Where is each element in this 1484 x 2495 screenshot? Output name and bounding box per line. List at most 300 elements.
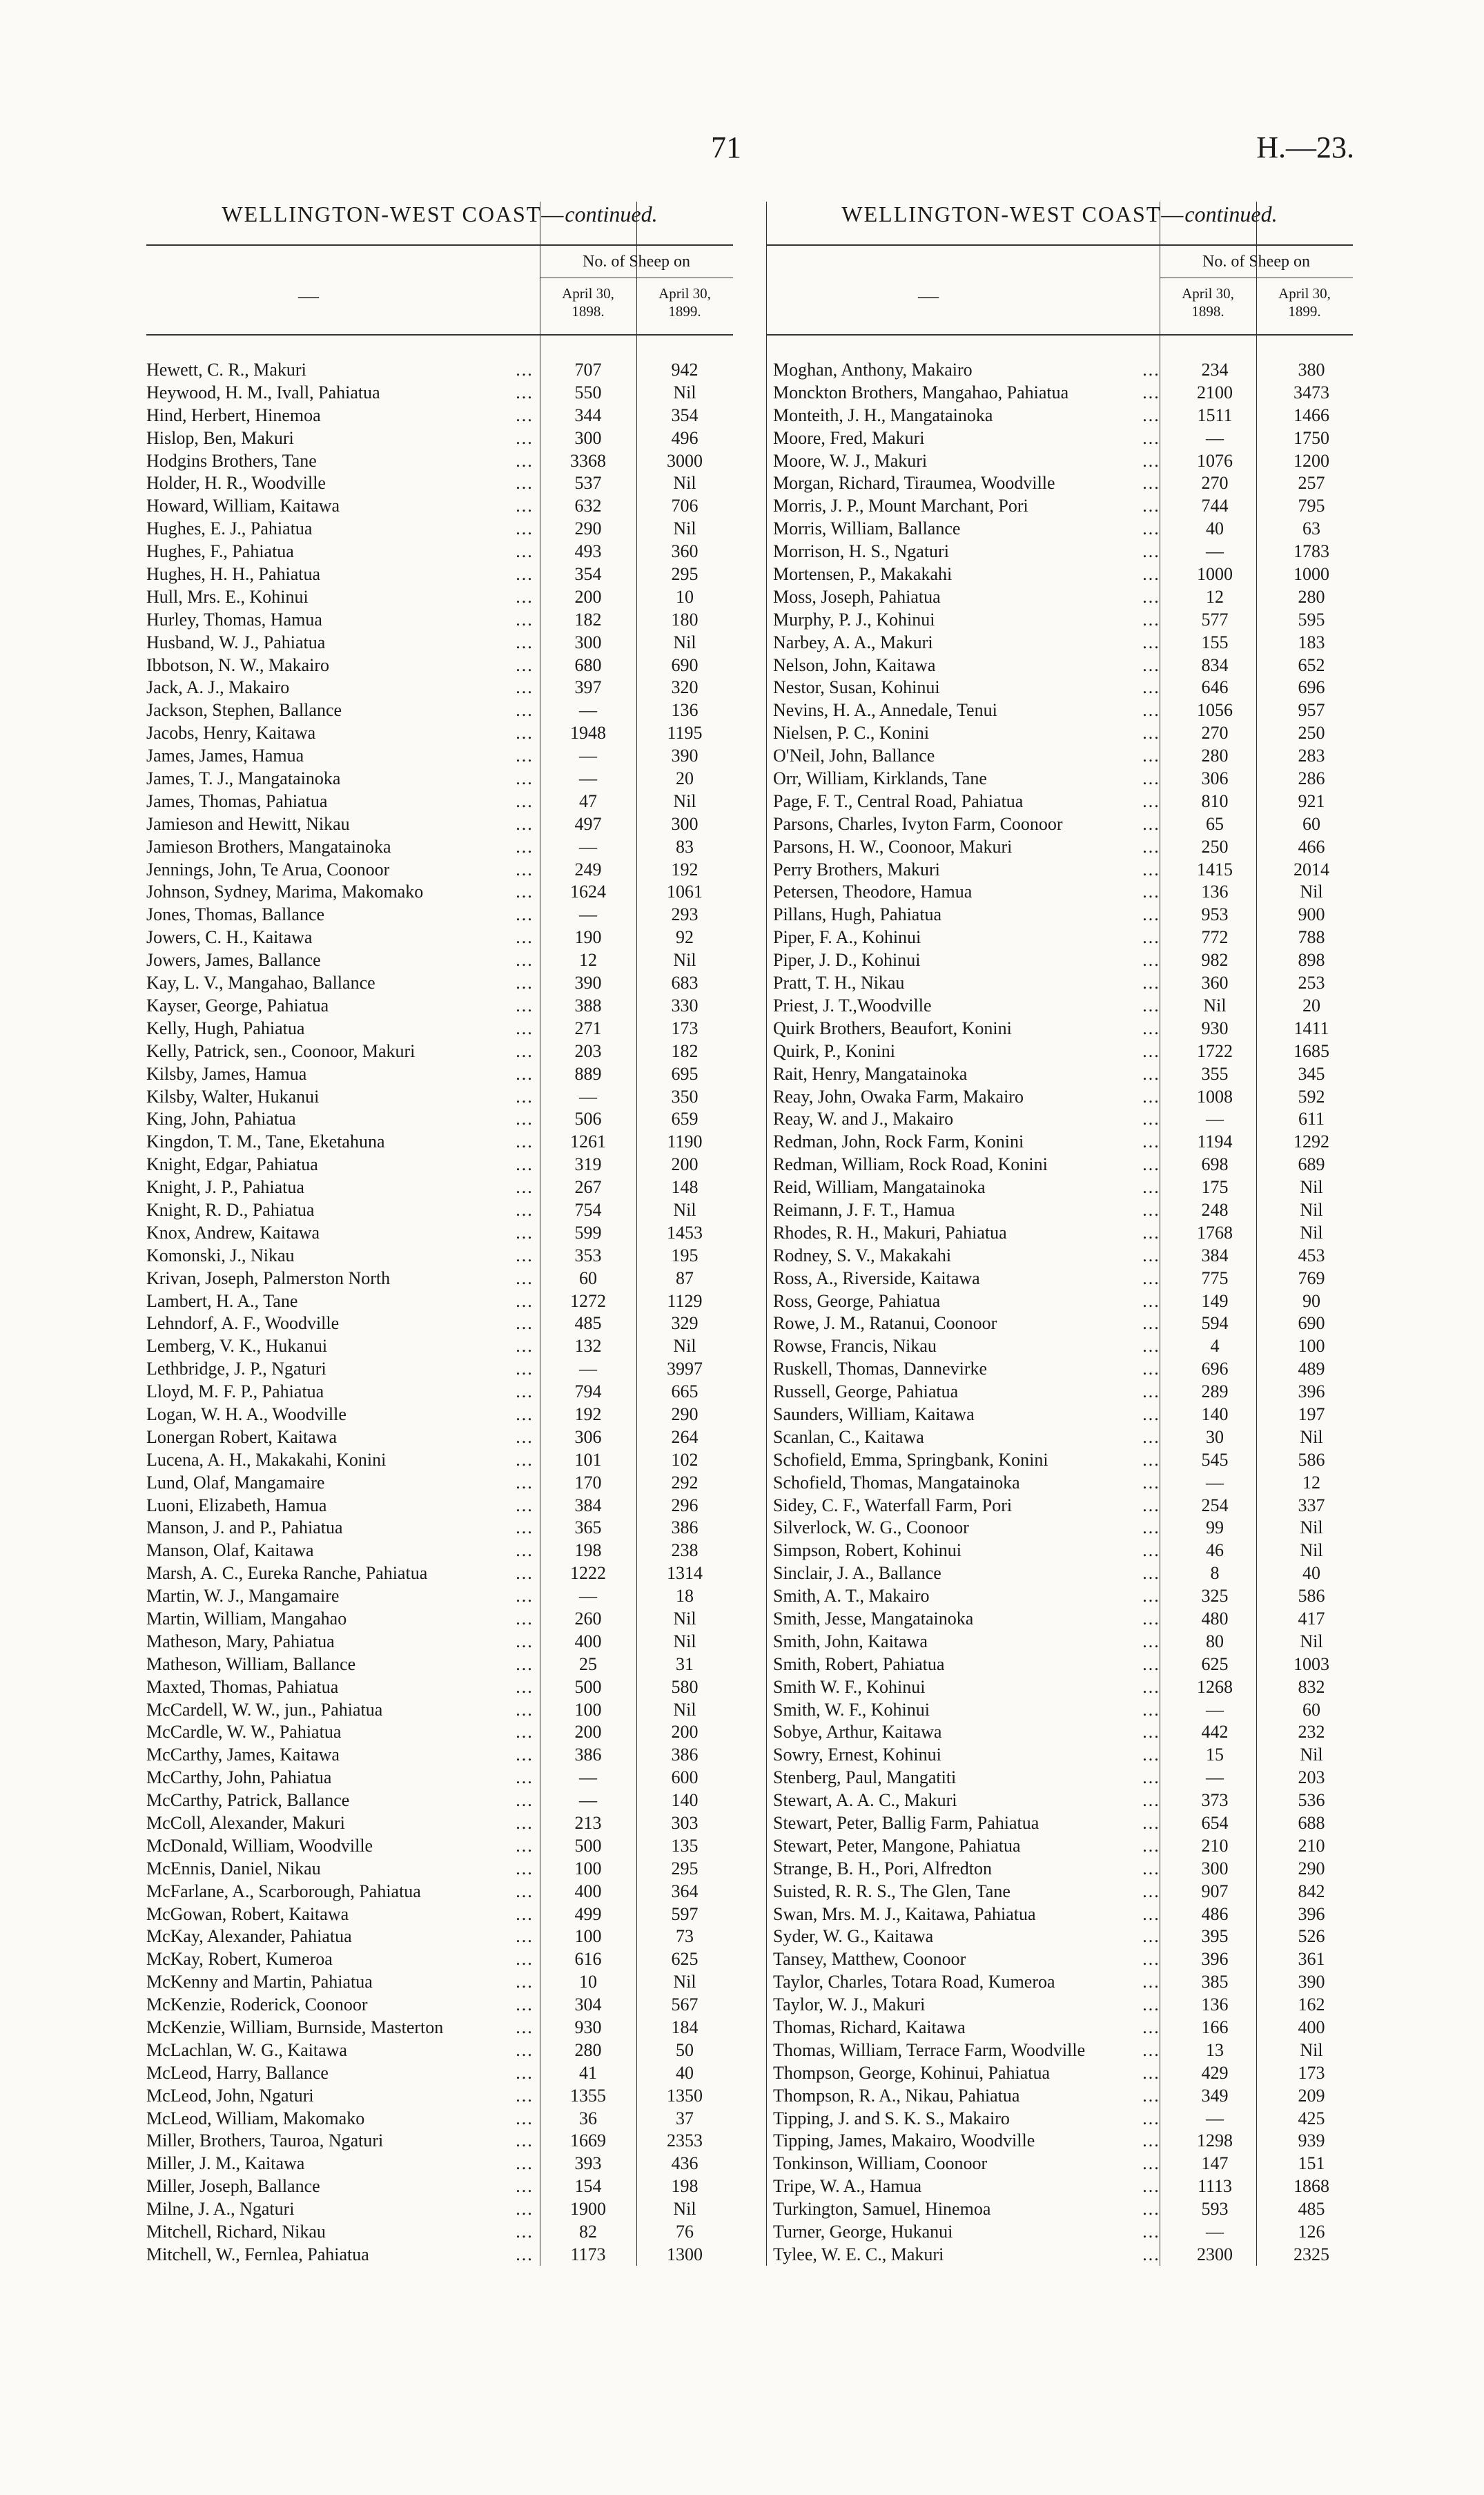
sheep-1898: 190 (574, 927, 602, 948)
owner-name: McEnnis, Daniel, Nikau (146, 1858, 321, 1878)
table-row: McCarthy, John, Pahiatua ... — 600 (146, 1767, 733, 1789)
sheep-1898: 1113 (1197, 2176, 1233, 2197)
sheep-1898: 101 (574, 1449, 602, 1470)
sheep-1898: 325 (1201, 1586, 1229, 1606)
table-row: Luoni, Elizabeth, Hamua ... 384 296 (146, 1495, 733, 1517)
sheep-1898: 889 (574, 1063, 602, 1084)
owner-name: McCarthy, James, Kaitawa (146, 1745, 340, 1765)
sheep-1898: 386 (574, 1745, 602, 1765)
owner-name: Morrison, H. S., Ngaturi (773, 541, 949, 562)
table-row: Schofield, Emma, Springbank, Konini ... 545 586 (773, 1449, 1353, 1472)
sheep-1899: 329 (671, 1313, 699, 1334)
sheep-1898: 300 (1201, 1858, 1229, 1878)
table-row: Reay, John, Owaka Farm, Makairo ... 1008 592 (773, 1086, 1353, 1109)
table-row: Kelly, Hugh, Pahiatua ... 271 173 (146, 1018, 733, 1040)
page-number: 71 (711, 130, 741, 164)
owner-name: Petersen, Theodore, Hamua (773, 882, 973, 902)
sheep-1898: 46 (1206, 1540, 1224, 1561)
sheep-1899: 652 (1298, 654, 1325, 675)
sheep-1899: 1195 (667, 723, 703, 744)
owner-name: Reimann, J. F. T., Hamua (773, 1199, 955, 1220)
table-row: Mortensen, P., Makakahi ... 1000 1000 (773, 563, 1353, 586)
owner-name: Sobye, Arthur, Kaitawa (773, 1722, 942, 1742)
sheep-1899: Nil (673, 382, 696, 402)
sheep-1899: 586 (1298, 1586, 1325, 1606)
sheep-1899: 90 (1302, 1290, 1320, 1311)
sheep-1899: Nil (673, 1336, 696, 1357)
sheep-1899: 126 (1298, 2222, 1325, 2242)
sheep-1899: 300 (671, 813, 699, 834)
table-row: Krivan, Joseph, Palmerston North ... 60 87 (146, 1268, 733, 1290)
sheep-1899: 688 (1298, 1813, 1325, 1833)
sheep-1899: 595 (1298, 609, 1325, 630)
owner-name: Nelson, John, Kaitawa (773, 654, 936, 675)
sheep-1898: 304 (574, 1994, 602, 2015)
owner-name: Hughes, E. J., Pahiatua (146, 518, 313, 539)
table-row: Schofield, Thomas, Mangatainoka ... — 12 (773, 1472, 1353, 1495)
sheep-1899: 769 (1298, 1268, 1325, 1288)
sheep-1898: 136 (1201, 882, 1229, 902)
owner-name: Krivan, Joseph, Palmerston North (146, 1268, 391, 1288)
sheep-1899: 580 (671, 1676, 699, 1697)
sheep-1899: 18 (676, 1586, 694, 1606)
sheep-1899: 162 (1298, 1994, 1325, 2015)
owner-name: Smith W. F., Kohinui (773, 1676, 926, 1697)
sheep-1898: 625 (1201, 1653, 1229, 1674)
owner-name: Suisted, R. R. S., The Glen, Tane (773, 1881, 1011, 1901)
table-row: Ross, A., Riverside, Kaitawa ... 775 769 (773, 1268, 1353, 1290)
sheep-1898: 1272 (570, 1290, 606, 1311)
sheep-1898: 744 (1201, 496, 1229, 516)
sheep-1899: 832 (1298, 1676, 1325, 1697)
sheep-1899: 293 (671, 904, 699, 925)
owner-name: McLachlan, W. G., Kaitawa (146, 2039, 347, 2060)
owner-name: Jowers, C. H., Kaitawa (146, 927, 313, 948)
table-row: Monckton Brothers, Mangahao, Pahiatua ... 2100 3473 (773, 382, 1353, 405)
table-row: Thompson, R. A., Nikau, Pahiatua ... 349 209 (773, 2085, 1353, 2108)
table-row: Smith, W. F., Kohinui ... — 60 (773, 1699, 1353, 1722)
table-row: Perry Brothers, Makuri ... 1415 2014 (773, 859, 1353, 882)
table-row: Johnson, Sydney, Marima, Makomako ... 1624 1061 (146, 881, 733, 904)
sheep-1899: 600 (671, 1767, 699, 1788)
sheep-1899: 425 (1298, 2108, 1325, 2128)
sheep-1898: 154 (574, 2176, 602, 2197)
sheep-1898: 1511 (1197, 405, 1233, 425)
owner-name: Maxted, Thomas, Pahiatua (146, 1676, 339, 1697)
table-row: Morris, J. P., Mount Marchant, Pori ... 744 795 (773, 495, 1353, 518)
table-row: Taylor, W. J., Makuri ... 136 162 (773, 1994, 1353, 2017)
table-row: Tylee, W. E. C., Makuri ... 2300 2325 (773, 2244, 1353, 2266)
table-row: Lucena, A. H., Makakahi, Konini ... 101 102 (146, 1449, 733, 1472)
table-row: Narbey, A. A., Makuri ... 155 183 (773, 632, 1353, 654)
sheep-1899: 60 (1302, 813, 1320, 834)
table-row: Miller, J. M., Kaitawa ... 393 436 (146, 2153, 733, 2175)
sheep-1899: 173 (1298, 2062, 1325, 2083)
sheep-1899: 10 (676, 586, 694, 607)
sheep-1899: 485 (1298, 2199, 1325, 2220)
sheep-1899: 135 (671, 1835, 699, 1856)
sheep-1898: 175 (1201, 1177, 1229, 1198)
owner-name: Turner, George, Hukanui (773, 2222, 953, 2242)
table-row: Logan, W. H. A., Woodville ... 192 290 (146, 1404, 733, 1426)
sheep-1899: 210 (1298, 1835, 1325, 1856)
sheep-1898: 698 (1201, 1154, 1229, 1175)
owner-name: Kay, L. V., Mangahao, Ballance (146, 973, 375, 993)
table-row: Hughes, E. J., Pahiatua ... 290 Nil (146, 518, 733, 541)
sheep-1899: 1003 (1293, 1653, 1329, 1674)
table-row: Stewart, Peter, Mangone, Pahiatua ... 210 210 (773, 1835, 1353, 1858)
owner-name: Lund, Olaf, Mangamaire (146, 1472, 325, 1493)
sheep-1899: 195 (671, 1245, 699, 1265)
owner-name: Schofield, Emma, Springbank, Konini (773, 1449, 1048, 1470)
sheep-1899: 250 (1298, 723, 1325, 744)
table-row: Moore, W. J., Makuri ... 1076 1200 (773, 450, 1353, 473)
owner-name: Kelly, Hugh, Pahiatua (146, 1018, 305, 1038)
table-row: McCarthy, James, Kaitawa ... 386 386 (146, 1744, 733, 1767)
sheep-1898: — (1206, 1699, 1224, 1720)
table-row: Hull, Mrs. E., Kohinui ... 200 10 (146, 586, 733, 609)
owner-name: Stenberg, Paul, Mangatiti (773, 1767, 957, 1788)
table-row: McLeod, William, Makomako ... 36 37 (146, 2108, 733, 2130)
sheep-1899: Nil (1300, 1517, 1323, 1538)
sheep-1899: 232 (1298, 1722, 1325, 1742)
sheep-1898: 486 (1201, 1903, 1229, 1924)
sheep-1898: 500 (574, 1835, 602, 1856)
table-row: McGowan, Robert, Kaitawa ... 499 597 (146, 1903, 733, 1926)
sheep-1898: 1056 (1197, 700, 1233, 721)
sheep-1898: 349 (1201, 2085, 1229, 2106)
sheep-1899: 292 (671, 1472, 699, 1493)
owner-name: O'Neil, John, Ballance (773, 746, 935, 766)
owner-name: Hodgins Brothers, Tane (146, 450, 317, 471)
sheep-1898: 200 (574, 586, 602, 607)
sheep-1899: Nil (673, 473, 696, 494)
sheep-1899: 184 (671, 2017, 699, 2038)
sheep-1899: 337 (1298, 1495, 1325, 1515)
sheep-1898: 384 (1201, 1245, 1229, 1265)
owner-name: Thomas, William, Terrace Farm, Woodville (773, 2039, 1086, 2060)
sheep-1899: Nil (673, 2199, 696, 2220)
sheep-1898: 1298 (1197, 2130, 1233, 2151)
owner-name: McKenzie, William, Burnside, Masterton (146, 2017, 444, 2038)
sheep-1899: Nil (673, 1699, 696, 1720)
owner-name: Reay, John, Owaka Farm, Makairo (773, 1086, 1024, 1107)
sheep-1898: 270 (1201, 473, 1229, 494)
owner-name: Jowers, James, Ballance (146, 950, 321, 971)
owner-name: Schofield, Thomas, Mangatainoka (773, 1472, 1020, 1493)
table-row: Lloyd, M. F. P., Pahiatua ... 794 665 (146, 1381, 733, 1404)
owner-name: Mitchell, Richard, Nikau (146, 2222, 326, 2242)
sheep-1899: 706 (671, 496, 699, 516)
sheep-1898: 1768 (1197, 1222, 1233, 1243)
table-row: McDonald, William, Woodville ... 500 135 (146, 1835, 733, 1858)
sheep-1899: 197 (1298, 1404, 1325, 1424)
sheep-1898: 834 (1201, 654, 1229, 675)
sheep-1899: 40 (676, 2062, 694, 2083)
table-row: Page, F. T., Central Road, Pahiatua ... 810 921 (773, 790, 1353, 813)
sheep-1898: 1900 (570, 2199, 606, 2220)
sheep-1898: 500 (574, 1676, 602, 1697)
sheep-1898: 15 (1206, 1745, 1224, 1765)
table-rows (773, 359, 1353, 2266)
owner-name: Husband, W. J., Pahiatua (146, 632, 326, 652)
sheep-1899: 396 (1298, 1381, 1325, 1402)
sheep-1898: 270 (1201, 723, 1229, 744)
owner-name: Miller, Joseph, Ballance (146, 2176, 320, 2197)
sheep-1899: 417 (1298, 1608, 1325, 1629)
sheep-1899: 380 (1298, 360, 1325, 380)
table-row: McLachlan, W. G., Kaitawa ... 280 50 (146, 2039, 733, 2062)
sheep-1899: 2014 (1293, 859, 1329, 880)
table-row: Hurley, Thomas, Hamua ... 182 180 (146, 609, 733, 632)
sheep-1899: 12 (1302, 1472, 1320, 1493)
table-row: Tripe, W. A., Hamua ... 1113 1868 (773, 2175, 1353, 2198)
table-row: Knight, J. P., Pahiatua ... 267 148 (146, 1176, 733, 1199)
sheep-1898: 306 (574, 1426, 602, 1447)
sheep-1898: 696 (1201, 1359, 1229, 1379)
table-row: Piper, J. D., Kohinui ... 982 898 (773, 949, 1353, 972)
sheep-1898: 271 (574, 1018, 602, 1038)
sheep-1898: 390 (574, 973, 602, 993)
sheep-1899: 180 (671, 609, 699, 630)
owner-name: Kingdon, T. M., Tane, Eketahuna (146, 1132, 385, 1152)
sheep-1899: 466 (1298, 836, 1325, 857)
sheep-1899: 400 (1298, 2017, 1325, 2038)
sheep-1899: 345 (1298, 1063, 1325, 1084)
sheep-1899: Nil (1300, 2039, 1323, 2060)
sheep-1899: 696 (1298, 677, 1325, 698)
sheep-1898: — (579, 904, 597, 925)
owner-name: McKenzie, Roderick, Coonoor (146, 1994, 368, 2015)
sheep-1898: Nil (1203, 995, 1227, 1016)
table-row: McKenny and Martin, Pahiatua ... 10 Nil (146, 1971, 733, 1994)
table-row: Sidey, C. F., Waterfall Farm, Pori ... 254 337 (773, 1495, 1353, 1517)
sheep-1898: 249 (574, 859, 602, 880)
sheep-1898: 267 (574, 1177, 602, 1198)
sheep-1899: 136 (671, 700, 699, 721)
sheep-1899: 921 (1298, 790, 1325, 811)
sheep-1898: 12 (579, 950, 597, 971)
sheep-1899: 295 (671, 564, 699, 585)
sheep-1898: 344 (574, 405, 602, 425)
sheep-1898: 1669 (570, 2130, 606, 2151)
sheep-1899: 842 (1298, 1881, 1325, 1901)
sheep-1898: 166 (1201, 2017, 1229, 2038)
table-row: James, T. J., Mangatainoka ... — 20 (146, 768, 733, 790)
sheep-1899: 173 (671, 1018, 699, 1038)
table-row: Morris, William, Ballance ... 40 63 (773, 518, 1353, 541)
owner-name: Smith, Robert, Pahiatua (773, 1653, 945, 1674)
sheep-1899: 264 (671, 1426, 699, 1447)
owner-name: Hughes, H. H., Pahiatua (146, 564, 321, 585)
sheep-1898: — (1206, 427, 1224, 448)
sheep-1898: 1076 (1197, 450, 1233, 471)
table-row: Reay, W. and J., Makairo ... — 611 (773, 1108, 1353, 1131)
owner-name: Mitchell, W., Fernlea, Pahiatua (146, 2244, 369, 2264)
owner-name: Hind, Herbert, Hinemoa (146, 405, 321, 425)
sheep-1898: 99 (1206, 1517, 1224, 1538)
sheep-1899: 3997 (667, 1359, 703, 1379)
sheep-1898: — (579, 746, 597, 766)
sheep-1899: 2325 (1293, 2244, 1329, 2264)
sheep-1898: 1415 (1197, 859, 1233, 880)
sheep-1899: 436 (671, 2153, 699, 2174)
table-row: Kilsby, James, Hamua ... 889 695 (146, 1063, 733, 1086)
table-row: Jamieson Brothers, Mangatainoka ... — 83 (146, 836, 733, 859)
sheep-1898: 260 (574, 1608, 602, 1629)
owner-name: Simpson, Robert, Kohinui (773, 1540, 962, 1561)
sheep-1898: 442 (1201, 1722, 1229, 1742)
table-row: Strange, B. H., Pori, Alfredton ... 300 290 (773, 1858, 1353, 1881)
sheep-1899: 60 (1302, 1699, 1320, 1720)
owner-name: McDonald, William, Woodville (146, 1835, 373, 1856)
sheep-1899: 361 (1298, 1949, 1325, 1970)
sheep-1898: 365 (574, 1517, 602, 1538)
sheep-1899: 1314 (667, 1563, 703, 1584)
owner-name: Rait, Henry, Mangatainoka (773, 1063, 968, 1084)
table-row: Simpson, Robert, Kohinui ... 46 Nil (773, 1540, 1353, 1562)
table-row: Knight, R. D., Pahiatua ... 754 Nil (146, 1199, 733, 1222)
sheep-1898: — (579, 700, 597, 721)
table-row: Lehndorf, A. F., Woodville ... 485 329 (146, 1312, 733, 1335)
sheep-1899: 453 (1298, 1245, 1325, 1265)
sheep-1898: — (1206, 541, 1224, 562)
table-row: Moghan, Anthony, Makairo ... 234 380 (773, 359, 1353, 382)
owner-name: Swan, Mrs. M. J., Kaitawa, Pahiatua (773, 1903, 1036, 1924)
header-1898: April 30, 1898. (1182, 285, 1234, 320)
owner-name: McKenny and Martin, Pahiatua (146, 1972, 373, 1992)
sheep-1898: 1261 (570, 1132, 606, 1152)
owner-name: Lethbridge, J. P., Ngaturi (146, 1359, 326, 1379)
owner-name: Strange, B. H., Pori, Alfredton (773, 1858, 993, 1878)
sheep-1899: 303 (671, 1813, 699, 1833)
table-row: Monteith, J. H., Mangatainoka ... 1511 1466 (773, 405, 1353, 427)
owner-name: Tripe, W. A., Hamua (773, 2176, 921, 2197)
sheep-1899: 40 (1302, 1563, 1320, 1584)
table-row: McEnnis, Daniel, Nikau ... 100 295 (146, 1858, 733, 1881)
owner-name: Pillans, Hugh, Pahiatua (773, 904, 942, 925)
sheep-1899: 151 (1298, 2153, 1325, 2174)
sheep-1899: 939 (1298, 2130, 1325, 2151)
sheep-1898: 485 (574, 1313, 602, 1334)
sheep-1898: — (1206, 1767, 1224, 1788)
table-row: Rait, Henry, Mangatainoka ... 355 345 (773, 1063, 1353, 1086)
table-row: Smith, Robert, Pahiatua ... 625 1003 (773, 1653, 1353, 1676)
header-1898: April 30, 1898. (562, 285, 614, 320)
table-row: Ross, George, Pahiatua ... 149 90 (773, 1290, 1353, 1313)
owner-name: Rowse, Francis, Nikau (773, 1336, 937, 1357)
table-row: Nielsen, P. C., Konini ... 270 250 (773, 722, 1353, 745)
owner-name: Jackson, Stephen, Ballance (146, 700, 342, 721)
table-row: Rowse, Francis, Nikau ... 4 100 (773, 1335, 1353, 1358)
sheep-1899: 92 (676, 927, 694, 948)
sheep-1898: 82 (579, 2222, 597, 2242)
sheep-1899: 390 (1298, 1972, 1325, 1992)
table-row: Reimann, J. F. T., Hamua ... 248 Nil (773, 1199, 1353, 1222)
sheep-1899: Nil (673, 1608, 696, 1629)
owner-name: Page, F. T., Central Road, Pahiatua (773, 790, 1024, 811)
table-row: Scanlan, C., Kaitawa ... 30 Nil (773, 1426, 1353, 1449)
table-row: Matheson, William, Ballance ... 25 31 (146, 1653, 733, 1676)
sheep-1899: 1350 (667, 2085, 703, 2106)
owner-name: McGowan, Robert, Kaitawa (146, 1903, 349, 1924)
table-row: Kay, L. V., Mangahao, Ballance ... 390 683 (146, 972, 733, 995)
sheep-1898: 537 (574, 473, 602, 494)
sheep-1898: 373 (1201, 1790, 1229, 1811)
table-row: Pillans, Hugh, Pahiatua ... 953 900 (773, 904, 1353, 926)
sheep-1898: — (579, 836, 597, 857)
sheep-1898: 930 (1201, 1018, 1229, 1038)
sheep-1899: 320 (671, 677, 699, 698)
sheep-1899: 203 (1298, 1767, 1325, 1788)
table-row: Petersen, Theodore, Hamua ... 136 Nil (773, 881, 1353, 904)
sheep-1899: 253 (1298, 973, 1325, 993)
table-row: Nevins, H. A., Annedale, Tenui ... 1056 957 (773, 699, 1353, 722)
sheep-1898: — (579, 1767, 597, 1788)
owner-name: Lemberg, V. K., Hukanui (146, 1336, 328, 1357)
sheep-1899: 942 (671, 360, 699, 380)
sheep-1898: 136 (1201, 1994, 1229, 2015)
sheep-1898: 599 (574, 1222, 602, 1243)
table-row: McCarthy, Patrick, Ballance ... — 140 (146, 1789, 733, 1812)
sheep-1899: 690 (671, 654, 699, 675)
owner-name: Hurley, Thomas, Hamua (146, 609, 322, 630)
table-row: McKay, Robert, Kumeroa ... 616 625 (146, 1948, 733, 1971)
owner-name: Hewett, C. R., Makuri (146, 360, 306, 380)
owner-name: Knight, R. D., Pahiatua (146, 1199, 315, 1220)
table-row: Quirk, P., Konini ... 1722 1685 (773, 1040, 1353, 1063)
sheep-1899: 37 (676, 2108, 694, 2128)
sheep-1899: 489 (1298, 1359, 1325, 1379)
table-row: Saunders, William, Kaitawa ... 140 197 (773, 1404, 1353, 1426)
owner-name: McColl, Alexander, Makuri (146, 1813, 345, 1833)
sheep-1898: 493 (574, 541, 602, 562)
table-row: Redman, William, Rock Road, Konini ... 698 689 (773, 1154, 1353, 1176)
sheep-1899: 1000 (1293, 564, 1329, 585)
table-row: Martin, William, Mangahao ... 260 Nil (146, 1608, 733, 1631)
sheep-1898: 3368 (570, 450, 606, 471)
table-rows (146, 359, 733, 2266)
table-row: Thomas, William, Terrace Farm, Woodville ... 13 Nil (773, 2039, 1353, 2062)
owner-name: Morris, J. P., Mount Marchant, Pori (773, 496, 1028, 516)
table-row: Komonski, J., Nikau ... 353 195 (146, 1245, 733, 1268)
owner-name: Martin, W. J., Mangamaire (146, 1586, 340, 1606)
table-row: Reid, William, Mangatainoka ... 175 Nil (773, 1176, 1353, 1199)
sheep-1899: 1868 (1293, 2176, 1329, 2197)
owner-name: Ruskell, Thomas, Dannevirke (773, 1359, 988, 1379)
sheep-1898: 192 (574, 1404, 602, 1424)
table-row: Moore, Fred, Makuri ... — 1750 (773, 427, 1353, 450)
owner-name: Saunders, William, Kaitawa (773, 1404, 975, 1424)
table-row: McLeod, Harry, Ballance ... 41 40 (146, 2062, 733, 2085)
owner-name: Jack, A. J., Makairo (146, 677, 290, 698)
owner-name: Smith, W. F., Kohinui (773, 1699, 930, 1720)
owner-name: McCarthy, Patrick, Ballance (146, 1790, 350, 1811)
sheep-1898: 907 (1201, 1881, 1229, 1901)
owner-name: Murphy, P. J., Kohinui (773, 609, 935, 630)
table-row: Silverlock, W. G., Coonoor ... 99 Nil (773, 1517, 1353, 1540)
table-row: Piper, F. A., Kohinui ... 772 788 (773, 926, 1353, 949)
sheep-1898: 654 (1201, 1813, 1229, 1833)
table-row: Howard, William, Kaitawa ... 632 706 (146, 495, 733, 518)
sheep-1898: 810 (1201, 790, 1229, 811)
sheep-1898: 100 (574, 1858, 602, 1878)
sheep-1898: 400 (574, 1631, 602, 1651)
table-row: Turkington, Samuel, Hinemoa ... 593 485 (773, 2198, 1353, 2221)
owner-name: Rowe, J. M., Ratanui, Coonoor (773, 1313, 997, 1334)
sheep-1899: Nil (1300, 1177, 1323, 1198)
table-row: Thompson, George, Kohinui, Pahiatua ... 429 173 (773, 2062, 1353, 2085)
